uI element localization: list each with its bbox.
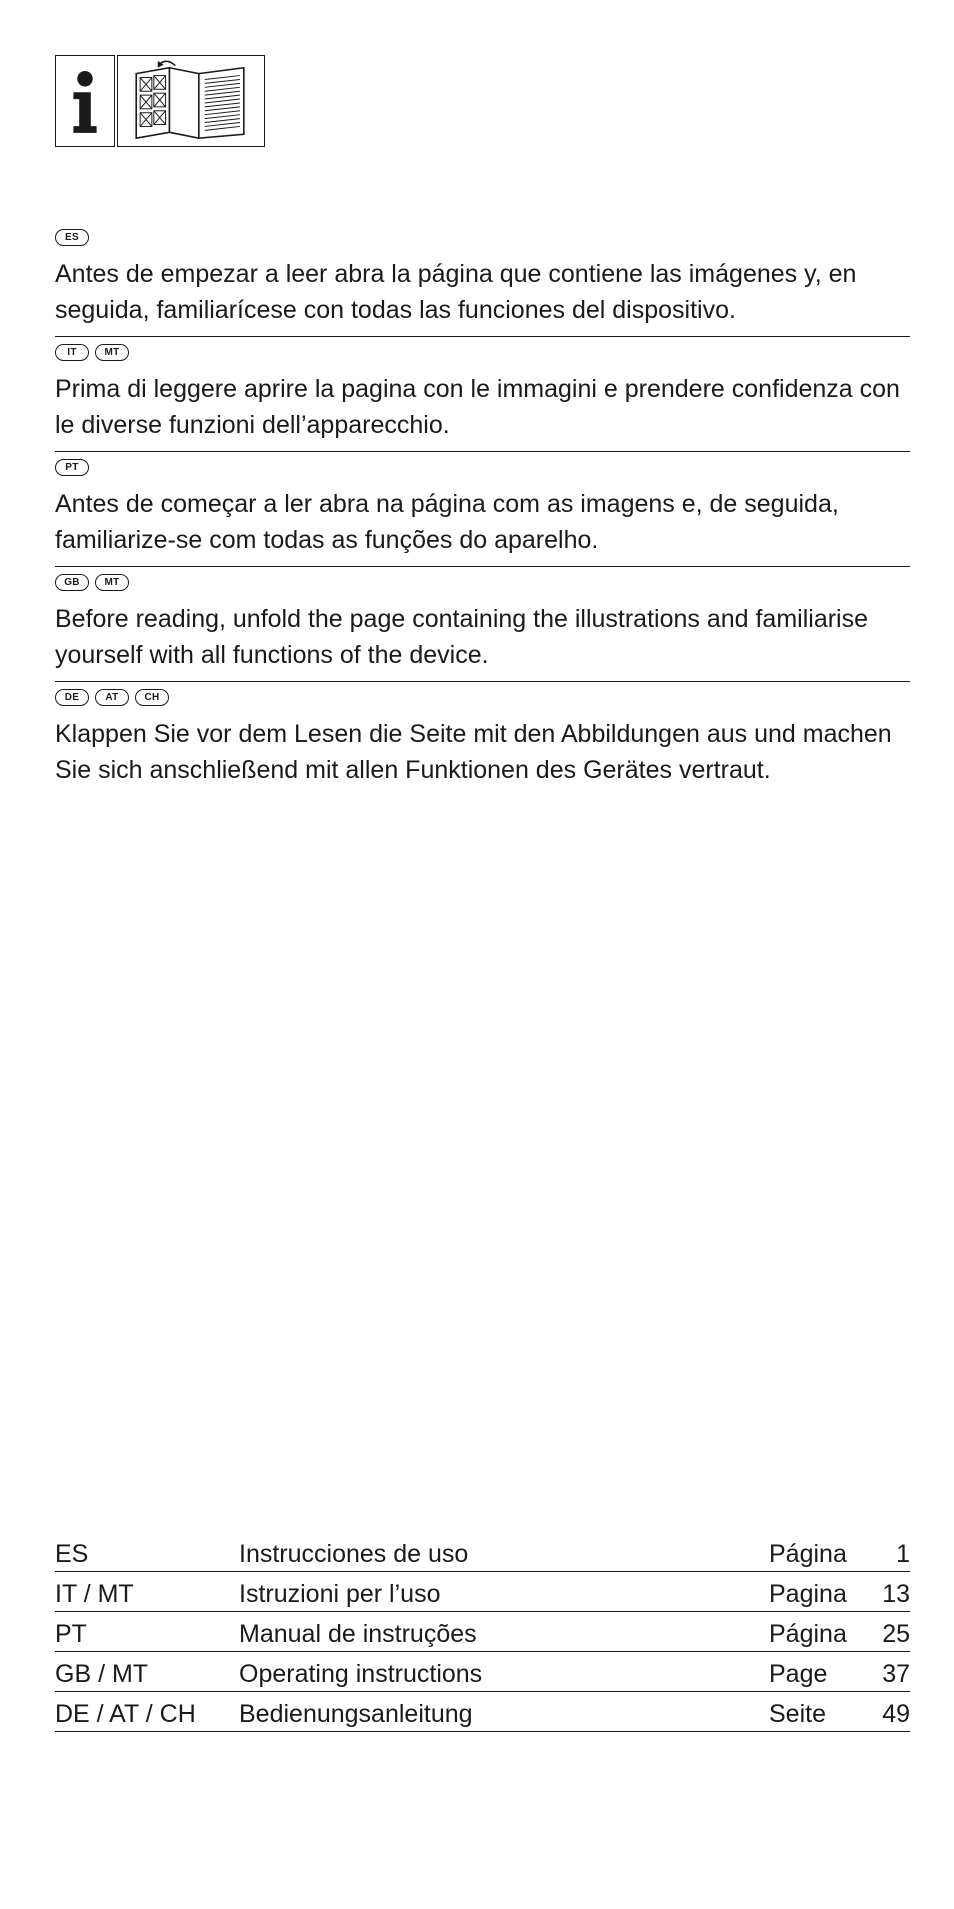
toc-language-code: GB / MT — [55, 1652, 239, 1692]
section-it-mt — [55, 337, 910, 452]
toc-row[interactable] — [55, 1532, 910, 1572]
language-badges — [55, 456, 910, 478]
toc-page-word: Page — [769, 1652, 859, 1692]
language-badge-pt: PT — [55, 459, 89, 476]
toc-row[interactable] — [55, 1692, 910, 1732]
language-badge-ch: CH — [135, 689, 169, 706]
toc-page-word: Seite — [769, 1692, 859, 1732]
toc-page-number: 37 — [859, 1652, 910, 1692]
toc-page-word: Página — [769, 1532, 859, 1572]
table-of-contents — [55, 1532, 910, 1732]
language-badge-de: DE — [55, 689, 89, 706]
language-badge-it: IT — [55, 344, 89, 361]
toc-title: Operating instructions — [239, 1652, 769, 1692]
section-pt — [55, 452, 910, 567]
info-icon — [55, 55, 115, 147]
section-gb-mt — [55, 567, 910, 682]
language-badges — [55, 686, 910, 708]
toc-page-word: Pagina — [769, 1572, 859, 1612]
language-sections — [55, 222, 910, 796]
toc-row[interactable] — [55, 1612, 910, 1652]
language-badge-at: AT — [95, 689, 129, 706]
toc-language-code: ES — [55, 1532, 239, 1572]
toc-language-code: IT / MT — [55, 1572, 239, 1612]
section-text: Antes de empezar a leer abra la página que contiene las imágenes y, en seguida, familiarícese con todas las funciones del dispositivo. — [55, 260, 857, 324]
toc-page-number: 25 — [859, 1612, 910, 1652]
section-text: Before reading, unfold the page containing the illustrations and familiarise yourself with all functions of the device. — [55, 605, 869, 669]
toc-language-code: PT — [55, 1612, 239, 1652]
language-badge-gb: GB — [55, 574, 89, 591]
section-text: Antes de começar a ler abra na página com as imagens e, de seguida, familiarize-se com todas as funções do aparelho. — [55, 490, 839, 554]
section-text: Prima di leggere aprire la pagina con le immagini e prendere confidenza con le diverse funzioni dell’apparecchio. — [55, 375, 900, 439]
language-badge-mt: MT — [95, 344, 129, 361]
section-text: Klappen Sie vor dem Lesen die Seite mit den Abbildungen aus und machen Sie sich anschließend mit allen Funktionen des Gerätes vertraut. — [55, 720, 892, 784]
toc-page-number: 1 — [859, 1532, 910, 1572]
language-badge-mt: MT — [95, 574, 129, 591]
toc-page-number: 49 — [859, 1692, 910, 1732]
toc-language-code: DE / AT / CH — [55, 1692, 239, 1732]
unfold-pages-icon — [117, 55, 265, 147]
toc-row[interactable] — [55, 1572, 910, 1612]
language-badges — [55, 226, 910, 248]
toc-title: Instrucciones de uso — [239, 1532, 769, 1572]
toc-page-number: 13 — [859, 1572, 910, 1612]
toc-row[interactable] — [55, 1652, 910, 1692]
language-badges — [55, 341, 910, 363]
toc-page-word: Página — [769, 1612, 859, 1652]
section-es — [55, 222, 910, 337]
language-badges — [55, 571, 910, 593]
toc-title: Manual de instruções — [239, 1612, 769, 1652]
language-badge-es: ES — [55, 229, 89, 246]
toc-title: Istruzioni per l’uso — [239, 1572, 769, 1612]
section-de-at-ch — [55, 682, 910, 796]
toc-title: Bedienungsanleitung — [239, 1692, 769, 1732]
